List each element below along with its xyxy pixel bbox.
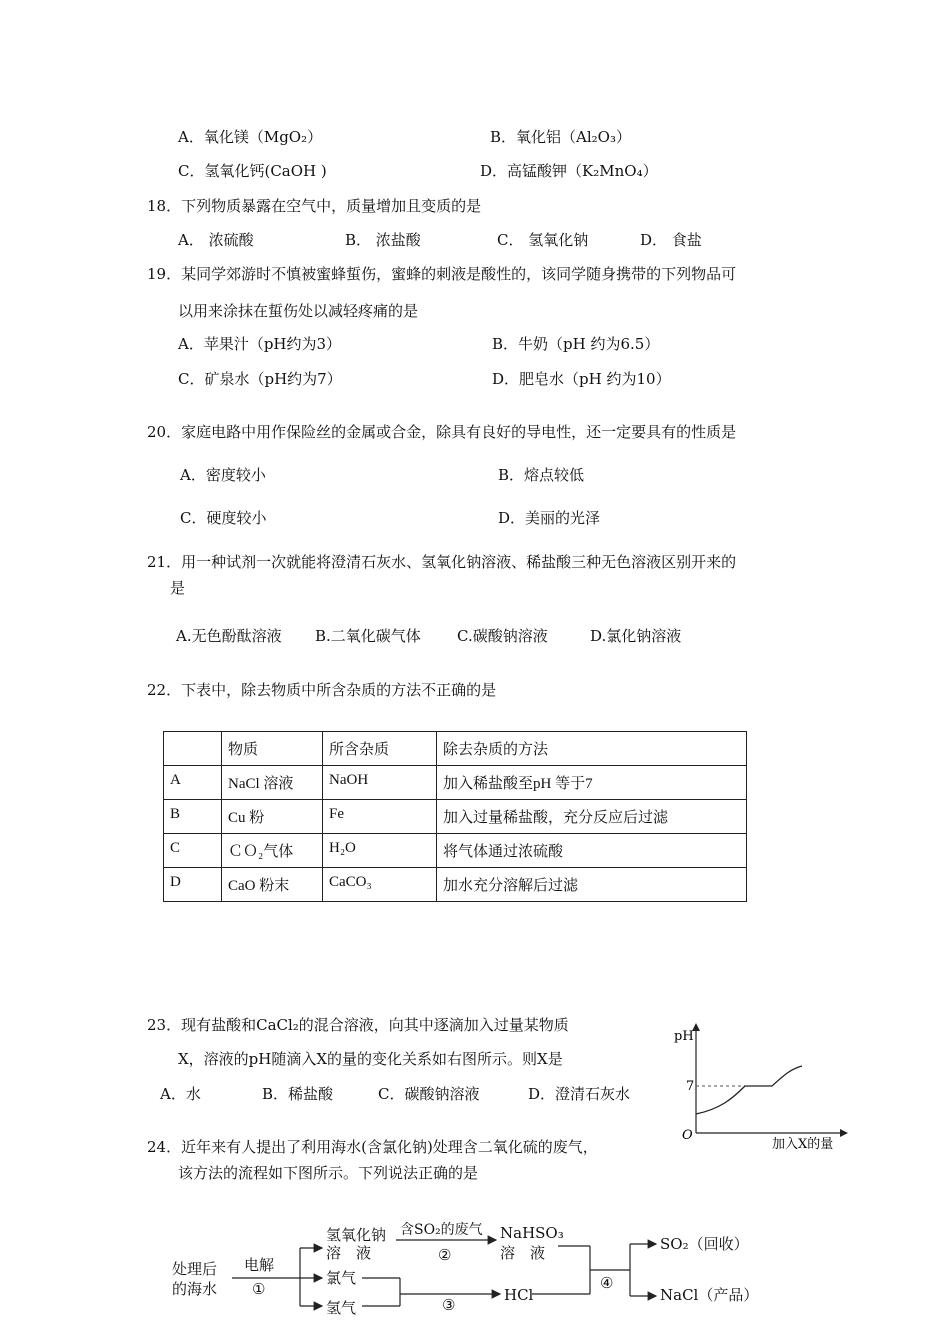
q23-option-b: B．稀盐酸 bbox=[262, 1085, 334, 1103]
table-cell: 将气体通过浓硫酸 bbox=[437, 834, 747, 868]
naoh-line2: 溶 液 bbox=[326, 1244, 372, 1262]
header-cell: 所含杂质 bbox=[323, 732, 437, 766]
table-cell: Cu 粉 bbox=[222, 800, 323, 834]
q20-option-d: D．美丽的光泽 bbox=[498, 509, 601, 527]
nahso3-line2: 溶 液 bbox=[500, 1244, 546, 1262]
q23-option-d: D．澄清石灰水 bbox=[528, 1085, 631, 1103]
q19-option-d: D．肥皂水（pH 约为10） bbox=[492, 370, 671, 388]
q19-option-c: C．矿泉水（pH约为7） bbox=[178, 370, 342, 388]
q21-option-d: D.氯化钠溶液 bbox=[590, 627, 682, 645]
q23-stem-line2: X，溶液的pH随滴入X的量的变化关系如右图所示。则X是 bbox=[178, 1050, 563, 1068]
nacl-product: NaCl（产品） bbox=[660, 1286, 759, 1304]
table-cell: CaO 粉末 bbox=[222, 868, 323, 902]
header-cell bbox=[164, 732, 222, 766]
q22-stem: 22．下表中，除去物质中所含杂质的方法不正确的是 bbox=[147, 681, 497, 699]
q17-option-a: A．氧化镁（MgO₂） bbox=[178, 128, 323, 146]
q18-stem: 18．下列物质暴露在空气中，质量增加且变质的是 bbox=[147, 197, 482, 215]
x-axis-arrow bbox=[840, 1129, 848, 1137]
q20-stem: 20．家庭电路中用作保险丝的金属或合金，除具有良好的导电性，还一定要具有的性质是 bbox=[147, 423, 737, 441]
q23-option-c: C．碳酸钠溶液 bbox=[378, 1085, 480, 1103]
q18-option-a: A． 浓硫酸 bbox=[178, 231, 254, 249]
hcl-label: HCl bbox=[504, 1286, 534, 1304]
chlorine-label: 氯气 bbox=[326, 1269, 357, 1287]
q23-option-a: A．水 bbox=[160, 1085, 201, 1103]
q21-option-a: A.无色酚酞溶液 bbox=[176, 627, 282, 645]
q17-option-c: C．氢氧化钙(CaOH ) bbox=[178, 162, 327, 180]
q24-flow-diagram bbox=[160, 1218, 780, 1328]
table-cell: C bbox=[164, 834, 222, 868]
x-axis-label: 加入X的量 bbox=[772, 1137, 834, 1152]
step2-label: 含SO₂的废气 bbox=[400, 1222, 483, 1238]
q19-stem-line2: 以用来涂抹在蜇伤处以减轻疼痛的是 bbox=[178, 302, 419, 320]
step1-label: 电解 bbox=[244, 1256, 275, 1274]
q22-table bbox=[163, 731, 747, 902]
q20-option-a: A．密度较小 bbox=[180, 466, 266, 484]
table-cell: D bbox=[164, 868, 222, 902]
table-cell: 加入过量稀盐酸，充分反应后过滤 bbox=[437, 800, 747, 834]
q18-option-d: D． 食盐 bbox=[640, 231, 702, 249]
table-cell: NaOH bbox=[323, 766, 437, 800]
header-cell: 物质 bbox=[222, 732, 323, 766]
q18-option-c: C． 氢氧化钠 bbox=[497, 231, 589, 249]
q20-option-b: B．熔点较低 bbox=[498, 466, 585, 484]
step3-number: ③ bbox=[442, 1296, 456, 1314]
origin-label: O bbox=[682, 1128, 693, 1143]
q20-option-c: C．硬度较小 bbox=[180, 509, 267, 527]
table-cell: H₂O bbox=[323, 834, 437, 868]
y-axis-label: pH bbox=[674, 1029, 694, 1044]
q19-option-b: B．牛奶（pH 约为6.5） bbox=[492, 335, 660, 353]
naoh-line1: 氢氧化钠 bbox=[326, 1226, 387, 1244]
table-cell: A bbox=[164, 766, 222, 800]
table-cell: CaCO₃ bbox=[323, 868, 437, 902]
q19-stem-line1: 19．某同学郊游时不慎被蜜蜂蜇伤，蜜蜂的刺液是酸性的，该同学随身携带的下列物品可 bbox=[147, 265, 737, 283]
table-cell: 加水充分溶解后过滤 bbox=[437, 868, 747, 902]
start-line1: 处理后 bbox=[172, 1260, 218, 1278]
table-cell: B bbox=[164, 800, 222, 834]
q21-stem-line2: 是 bbox=[170, 579, 186, 597]
hydrogen-label: 氢气 bbox=[326, 1299, 357, 1317]
q24-stem-line2: 该方法的流程如下图所示。下列说法正确的是 bbox=[178, 1164, 479, 1182]
q17-option-d: D．高锰酸钾（K₂MnO₄） bbox=[480, 162, 658, 180]
q18-option-b: B． 浓盐酸 bbox=[345, 231, 421, 249]
step2-number: ② bbox=[438, 1246, 452, 1264]
ph-curve bbox=[696, 1066, 802, 1114]
q21-option-c: C.碳酸钠溶液 bbox=[457, 627, 548, 645]
q23-stem-line1: 23．现有盐酸和CaCl₂的混合溶液，向其中逐滴加入过量某物质 bbox=[147, 1016, 569, 1034]
header-cell: 除去杂质的方法 bbox=[437, 732, 747, 766]
table-row bbox=[164, 868, 747, 902]
q19-option-a: A．苹果汁（pH约为3） bbox=[178, 335, 342, 353]
step1-number: ① bbox=[252, 1280, 266, 1298]
table-cell: 加入稀盐酸至pH 等于7 bbox=[437, 766, 747, 800]
table-row bbox=[164, 834, 747, 868]
table-cell: Fe bbox=[323, 800, 437, 834]
table-row bbox=[164, 766, 747, 800]
table-cell: ＣＯ₂气体 bbox=[222, 834, 323, 868]
q24-stem-line1: 24．近年来有人提出了利用海水(含氯化钠)处理含二氧化硫的废气， bbox=[147, 1138, 598, 1156]
step4-number: ④ bbox=[600, 1274, 614, 1292]
q23-ph-chart bbox=[660, 1015, 860, 1155]
q17-option-b: B．氧化铝（Al₂O₃） bbox=[490, 128, 631, 146]
q21-option-b: B.二氧化碳气体 bbox=[315, 627, 421, 645]
tick-label-7: 7 bbox=[686, 1079, 695, 1094]
table-header-row bbox=[164, 732, 747, 766]
table-cell: NaCl 溶液 bbox=[222, 766, 323, 800]
so2-product: SO₂（回收） bbox=[660, 1235, 749, 1253]
q21-stem-line1: 21．用一种试剂一次就能将澄清石灰水、氢氧化钠溶液、稀盐酸三种无色溶液区别开来的 bbox=[147, 553, 737, 571]
start-line2: 的海水 bbox=[172, 1280, 218, 1298]
table-row bbox=[164, 800, 747, 834]
nahso3-line1: NaHSO₃ bbox=[500, 1224, 564, 1242]
